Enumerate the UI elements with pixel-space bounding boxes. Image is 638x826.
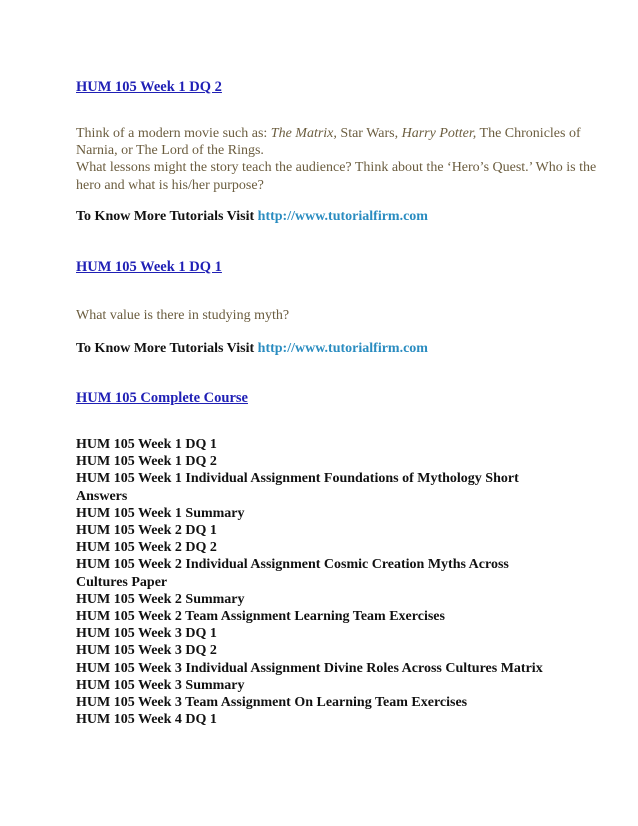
course-item: HUM 105 Week 3 DQ 2 bbox=[76, 643, 217, 659]
question-paragraph-dq1 bbox=[76, 307, 616, 324]
visit-line-1 bbox=[76, 208, 616, 226]
visit-label: To Know More Tutorials Visit bbox=[76, 341, 258, 356]
movie-title-matrix: The Matrix, bbox=[270, 126, 337, 141]
course-item: HUM 105 Week 2 DQ 2 bbox=[76, 540, 217, 556]
course-item: HUM 105 Week 3 DQ 1 bbox=[76, 626, 217, 642]
course-item: HUM 105 Week 1 DQ 2 bbox=[76, 454, 217, 470]
course-item: HUM 105 Week 2 Individual Assignment Cosmic Creation Myths Across Cultures Paper bbox=[76, 557, 509, 590]
question-line-1 bbox=[76, 125, 616, 159]
question-line: What value is there in studying myth? bbox=[76, 308, 290, 323]
question-line-2: What lessons might the story teach the audience? Think about the ‘Hero’s Quest.’ Who is the hero and what is his/her purpose? bbox=[76, 160, 597, 193]
heading-link-week1-dq2[interactable]: HUM 105 Week 1 DQ 2 bbox=[76, 79, 222, 95]
heading-link-complete-course[interactable]: HUM 105 Complete Course bbox=[76, 390, 248, 406]
course-item: HUM 105 Week 1 DQ 1 bbox=[76, 437, 217, 452]
movie-title-harry-potter: Harry Potter, bbox=[401, 126, 477, 141]
course-item: HUM 105 Week 1 Individual Assignment Foundations of Mythology Short Answers bbox=[76, 471, 519, 504]
course-item: HUM 105 Week 3 Team Assignment On Learning Team Exercises bbox=[76, 695, 468, 711]
section-week1-dq1 bbox=[76, 258, 616, 276]
course-item: HUM 105 Week 2 Team Assignment Learning Team Exercises bbox=[76, 609, 445, 625]
visit-line-2 bbox=[76, 340, 616, 358]
tutorial-url-link[interactable]: http://www.tutorialfirm.com bbox=[257, 209, 428, 224]
course-item: HUM 105 Week 3 Individual Assignment Divine Roles Across Cultures Matrix bbox=[76, 660, 543, 676]
heading-link-week1-dq1[interactable]: HUM 105 Week 1 DQ 1 bbox=[76, 259, 222, 275]
visit-label: To Know More Tutorials Visit bbox=[76, 209, 258, 224]
course-item: HUM 105 Week 2 DQ 1 bbox=[76, 523, 217, 539]
question-paragraph-dq2 bbox=[76, 125, 616, 194]
text-run: Star Wars, bbox=[336, 126, 402, 141]
course-item: HUM 105 Week 2 Summary bbox=[76, 591, 245, 607]
course-item: HUM 105 Week 4 DQ 1 bbox=[76, 712, 217, 728]
section-week1-dq2 bbox=[76, 78, 616, 96]
tutorial-url-link[interactable]: http://www.tutorialfirm.com bbox=[257, 341, 428, 356]
course-item-list bbox=[76, 436, 546, 728]
text-run: Think of a modern movie such as: bbox=[76, 126, 271, 141]
text-run: The Chronicles of Narnia, or The Lord of the Rings. bbox=[76, 126, 581, 159]
course-item: HUM 105 Week 3 Summary bbox=[76, 677, 245, 693]
course-item: HUM 105 Week 1 Summary bbox=[76, 505, 245, 521]
section-complete-course bbox=[76, 389, 616, 407]
